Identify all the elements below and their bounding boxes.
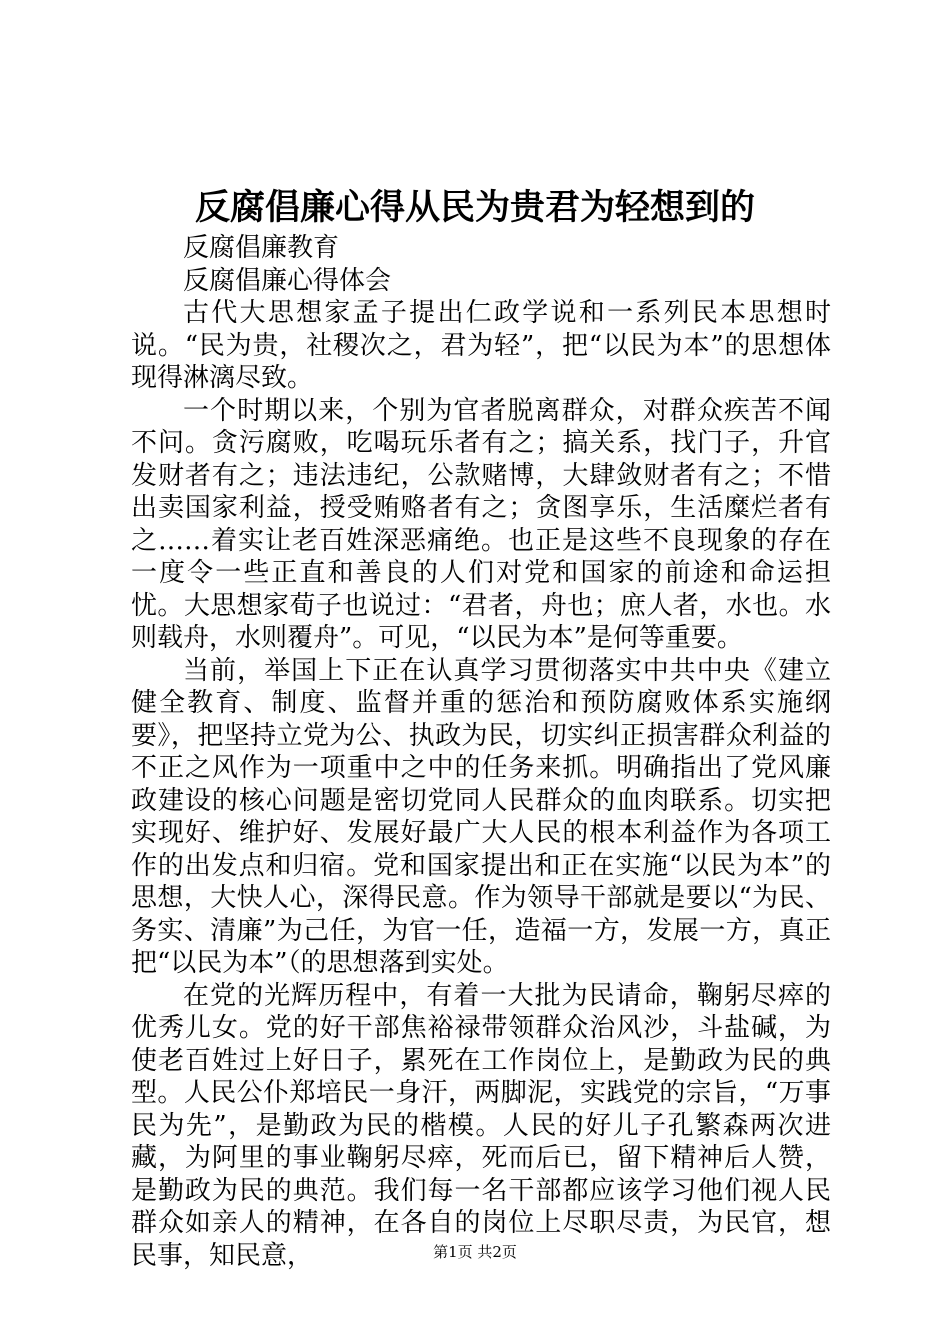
subtitle-line: 反腐倡廉教育 <box>183 233 340 263</box>
body-paragraph: 一个时期以来，个别为官者脱离群众，对群众疾苦不闻不问。贪污腐败，吃喝玩乐者有之；搞关系，找门子，升官发财者有之；违法违纪，公款赌博，大肆敛财者有之；不惜出卖国家利益，授受贿赂者有之；贪图享乐，生活糜烂者有之……着实让老百姓深恶痛绝。也正是这些不良现象的存在一度令一些正直和善良的人们对党和国家的前途和命运担忧。大思想家荀子也说过：“君者，舟也；庶人者，水也。水则载舟，水则覆舟”。可见，“以民为本”是何等重要。 <box>131 395 831 653</box>
body-paragraph: 在党的光辉历程中，有着一大批为民请命，鞠躬尽瘁的优秀儿女。党的好干部焦裕禄带领群众治风沙，斗盐碱，为使老百姓过上好日子，累死在工作岗位上，是勤政为民的典型。人民公仆郑培民一身汗，两脚泥，实践党的宗旨，“万事民为先”，是勤政为民的楷模。人民的好儿子孔繁森两次进藏，为阿里的事业鞠躬尽瘁，死而后已，留下精神后人赞，是勤政为民的典范。我们每一名干部都应该学习他们视人民群众如亲人的精神，在各自的岗位上尽职尽责，为民官，想民事，知民意， <box>131 980 831 1271</box>
page-title: 反腐倡廉心得从民为贵君为轻想到的 <box>194 187 755 228</box>
body-paragraph: 当前，举国上下正在认真学习贯彻落实中共中央《建立健全教育、制度、监督并重的惩治和预防腐败体系实施纲要》，把坚持立党为公、执政为民，切实纠正损害群众利益的不正之风作为一项重中之中的任务来抓。明确指出了党风廉政建设的核心问题是密切党同人民群众的血肉联系。切实把实现好、维护好、发展好最广大人民的根本利益作为各项工作的出发点和归宿。党和国家提出和正在实施“以民为本”的思想，大快人心，深得民意。作为领导干部就是要以“为民、务实、清廉”为己任，为官一任，造福一方，发展一方，真正把“以民为本”（的思想落到实处。 <box>131 655 831 978</box>
document-body <box>131 232 831 1272</box>
page-number-footer: 第1页 共2页 <box>433 1243 517 1261</box>
body-paragraph: 古代大思想家孟子提出仁政学说和一系列民本思想时说。“民为贵，社稷次之，君为轻”，把“以民为本”的思想体现得淋漓尽致。 <box>131 298 831 393</box>
subtitle-line: 反腐倡廉心得体会 <box>183 265 392 296</box>
